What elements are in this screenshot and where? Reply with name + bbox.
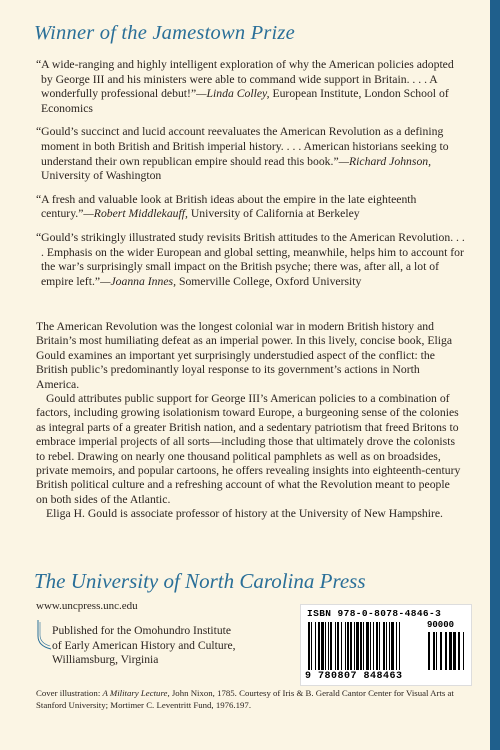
isbn-barcode — [300, 604, 472, 686]
description-paragraph: Gould attributes public support for George III’s American policies to a combination of factors, including growing isolationism toward Europe, a burgeoning sense of the colonies as integral parts of a greater British nation, and a sedentary patriotism that freed Britons to embrace imperial projects of all sorts—including those that ultimately drove the colonists to rebel. Drawing on nearly one thousand political pamphlets as well as on broadsides, private memoirs, and popular cartoons, he offers revealing insights into eighteenth-century British political culture and a refreshing account of what the Revolution meant to people on both sides of the Atlantic. — [36, 392, 461, 506]
quote-text: “Gould’s strikingly illustrated study revisits British attitudes to the American Revolution. . . . Emphasis on the wider European and global setting, meanwhile, helps him to account for the war’s surprisingly small impact on the British psyche; there was, after all, a lot of empire left.” — [36, 230, 465, 288]
quote-author: —Richard Johnson, — [338, 154, 432, 168]
publisher-note-line: Published for the Omohundro Institute — [52, 624, 232, 637]
publisher-note-line: of Early American History and Culture, — [52, 638, 236, 652]
credit-artwork-title: A Military Lecture, — [102, 688, 170, 698]
cover-credit — [36, 687, 456, 711]
publisher-name: The University of North Carolina Press — [34, 569, 366, 593]
quote-affiliation: University of Washington — [41, 169, 162, 183]
quote-affiliation: European Institute, London School of Economics — [41, 87, 449, 115]
publisher-url[interactable]: www.uncpress.unc.edu — [36, 600, 138, 612]
publisher-note-line: Williamsburg, Virginia — [52, 653, 159, 667]
quote-affiliation: University of California at Berkeley — [187, 207, 360, 221]
endorsement-quote — [36, 125, 466, 183]
quote-author: —Joanna Innes, — [100, 274, 177, 288]
credit-details: John Nixon, 1785. Courtesy of Iris & B. Gerald Cantor Center for Visual Arts at Stanford University; Mortimer C. Leventritt Fund, 1976.197. — [36, 688, 454, 710]
isbn-label: ISBN 978-0-8078-4846-3 — [307, 608, 442, 619]
spine-edge — [490, 0, 500, 750]
price-code: 90000 — [427, 620, 455, 630]
quote-text: “A fresh and valuable look at British ideas about the empire in the late eighteenth century.” — [36, 192, 417, 221]
endorsement-quote — [36, 58, 466, 116]
isbn-digits: 9 780807 848463 — [305, 671, 403, 682]
book-description — [36, 320, 462, 522]
barcode-bars — [306, 622, 466, 672]
quote-author: —Robert Middlekauff, — [83, 207, 188, 221]
publisher-note — [52, 624, 282, 668]
endorsement-quote — [36, 193, 466, 222]
description-paragraph: The American Revolution was the longest colonial war in modern British history and Britain’s most humiliating defeat as an imperial power. In this lively, concise book, Eliga Gould examines an important yet surprisingly understudied aspect of the conflict: the British public’s predominantly loyal response to its government’s actions in North America. — [36, 320, 453, 391]
prize-heading: Winner of the Jamestown Prize — [34, 22, 295, 44]
quote-affiliation: Somerville College, Oxford University — [176, 274, 362, 288]
author-bio: Eliga H. Gould is associate professor of history at the University of New Hampshire. — [46, 507, 443, 521]
quote-text: “Gould’s succinct and lucid account reevaluates the American Revolution as a defining moment in both British and British imperial history. . . . American historians seeking to understand their own republican empire should read this book.” — [36, 125, 449, 168]
credit-prefix: Cover illustration: — [36, 688, 103, 698]
quote-author: —Linda Colley, — [196, 87, 270, 101]
quote-text: “A wide-ranging and highly intelligent exploration of why the American policies adopted by George III and his ministers were able to command wide support in Britain. . . . A wonderfully professional debut!” — [36, 58, 454, 101]
endorsement-quote — [36, 231, 466, 289]
endorsements — [36, 58, 466, 298]
